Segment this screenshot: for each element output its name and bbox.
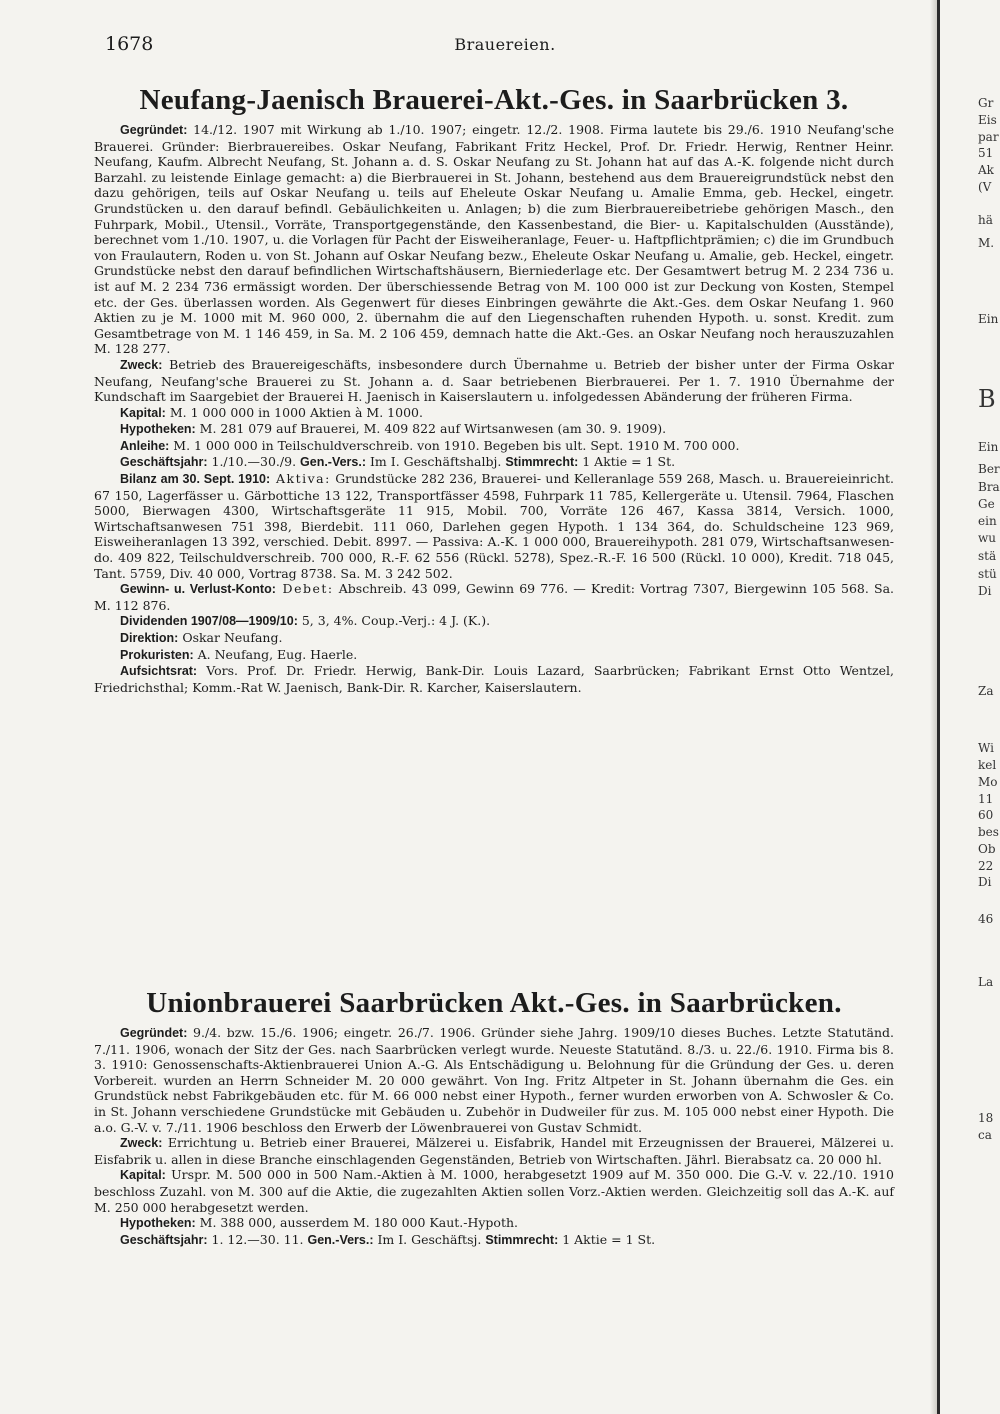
field-text: M. 1 000 000 in Teilschuldverschreib. von 1910. Begeben bis ult. Sept. 1910 M. 700 000. (169, 437, 740, 453)
fiscal-year-paragraph (94, 454, 894, 471)
field-text: Im I. Geschäftshalbj. (366, 454, 506, 470)
edge-fragment: Gr (978, 96, 994, 110)
field-text: 1. 12.—30. 11. (207, 1231, 308, 1247)
field-label: Anleihe: (120, 438, 170, 453)
field-text: Vors. Prof. Dr. Friedr. Herwig, Bank-Dir. Louis Lazard, Saarbrücken; Fabrikant Ernst Otto Wentzel, Friedrichsthal; Komm.-Rat W. Jaenisch, Bank-Dir. R. Karcher, Kaiserslautern. (94, 663, 894, 695)
field-text: Grundstücke 282 236, Brauerei- und Kelleranlage 559 268, Masch. u. Brauereieinricht. 67 150, Lagerfässer u. Gärbottiche 13 122, Transportfässer 4598, Fuhrpark 11 785, Kellergeräte u. Utensil. 7964, Flaschen 5000, Bierwagen 4300, Wirtschaftsgeräte 11 915, Mobil. 700, Vorräte 126 467, Kassa 3814, Versich. 1000, Wirtschaftsanwesen 751 398, Bierdebit. 111 060, Darlehen gegen Hypoth. 1 134 364, do. Schuldscheine 123 969, Eisweiheranlagen 13 392, verschied. Debit. 8997. — Passiva: A.-K. 1 000 000, Brauereihypoth. 281 079, Wirtschaftsanwesen- do. 409 822, Teilschuldverschreib. 700 000, R.-F. 62 556 (Rückl. 5278), Spez.-R.-F. 16 500 (Rückl. 10 000), Kredit. 718 045, Tant. 5759, Div. 40 000, Vortrag 8738. Sa. M. 3 242 502. (94, 471, 895, 581)
field-label: Gen.-Vers.: (307, 1232, 374, 1247)
field-text: 5, 3, 4%. Coup.-Verj.: 4 J. (K.). (297, 613, 491, 629)
field-label: Kapital: (120, 1168, 166, 1183)
field-sublabel: Aktiva: (270, 471, 331, 487)
edge-fragment: Ber (978, 462, 1000, 476)
field-label: Stimmrecht: (505, 455, 579, 470)
edge-fragment: 22 (978, 859, 994, 873)
field-text: Oskar Neufang. (178, 630, 283, 645)
founded-paragraph (94, 122, 894, 357)
page-fold-shadow (930, 0, 937, 1414)
page-number: 1678 (105, 33, 154, 55)
company-entry-neufang-jaenisch (94, 84, 894, 695)
edge-fragment: ein (978, 514, 997, 528)
field-label: Zweck: (120, 357, 163, 372)
field-label: Gegründet: (120, 123, 188, 137)
loan-paragraph (94, 438, 894, 455)
edge-fragment: Ak (978, 163, 994, 177)
edge-fragment: stü (978, 567, 997, 581)
edge-fragment: Mo (978, 775, 998, 789)
fiscal-year-paragraph (94, 1232, 894, 1249)
purpose-paragraph (94, 1135, 894, 1167)
profit-loss-paragraph (94, 581, 894, 613)
entry-title: Unionbrauerei Saarbrücken Akt.-Ges. in Saarbrücken. (146, 987, 842, 1019)
edge-fragment: Ob (978, 842, 996, 856)
edge-fragment: Di (978, 584, 992, 598)
field-text: A. Neufang, Eug. Haerle. (193, 646, 358, 662)
edge-fragment: par (978, 130, 999, 144)
edge-fragment: Wi (978, 741, 994, 755)
edge-fragment: La (978, 975, 994, 989)
field-label: Aufsichtsrat: (120, 664, 198, 679)
field-label: Prokuristen: (120, 647, 194, 662)
edge-fragment: wu (978, 531, 996, 545)
management-paragraph (94, 630, 894, 647)
field-label: Stimmrecht: (485, 1232, 559, 1247)
field-label: Gen.-Vers.: (300, 455, 367, 470)
edge-fragment: Di (978, 875, 992, 889)
field-text: Im I. Geschäftsj. (373, 1231, 486, 1247)
edge-fragment: Eis (978, 113, 997, 127)
edge-fragment: bes (978, 825, 999, 839)
field-label: Gegründet: (120, 1026, 188, 1040)
procurists-paragraph (94, 647, 894, 664)
field-label: Kapital: (120, 405, 166, 420)
field-text: 14./12. 1907 mit Wirkung ab 1./10. 1907; eingetr. 12./2. 1908. Firma lautete bis 29./6. 1910 Neufang'sche Brauerei. Gründer: Bierbrauereibes. Oskar Neufang, Fabrikant Fritz Heckel, Prof. Dr. Friedr. Herwig, Rentner Heinr. Neufang, Kaufm. Albrecht Neufang, St. Johann a. d. S. Oskar Neufang zu St. Johann hat auf das A.-K. folgende nicht durch Barzahl. zu leistende Einlage gemacht: a) die Bierbrauerei in St. Johann, bestehend aus dem Brauereigrundstück nebst den dazu gehörigen, teils auf Oskar Neufang u. teils auf Eheleute Oskar Neufang u. Amalie Emma, geb. Heckel, eingetr. Grundstücken u. den darauf befindl. Gebäulichkeiten u. Anlagen; b) die zum Bierbrauereibetriebe gehörigen Masch., den Fuhrpark, Mobil., Utensil., Vorräte, Transportgegenstände, den Kassenbestand, die Bier- u. Kapitalschulden (Ausstände), berechnet vom 1./10. 1907, u. die Vorlagen für Pacht der Eisweiheranlage, Feuer- u. Haftpflichtprämien; c) die im Grundbuch von Fraulautern, Roden u. von St. Johann auf Oskar Neufang bezw., Eheleute Oskar Neufang u. Amalie, geb. Heckel, eingetr. Grundstücke nebst den darauf befindlichen Wirtschaftshäusern, Bierniederlage etc. Der Gesamtwert betrug M. 2 234 736 u. ist auf M. 2 234 736 ermässigt worden. Der überschiessende Betrag von M. 100 000 ist zur Deckung von Kosten, Stempel etc. der Ges. überlassen worden. Als Gegenwert für dieses Einbringen gewährte die Akt.-Ges. dem Oskar Neufang 1. 960 Aktien zu je M. 1000 mit M. 960 000, 2. übernahm die auf den Liegenschaften ruhenden Hypoth. u. sonst. Kredit. zum Gesamtbetrage von M. 1 146 459, in Sa. M. 2 106 459, demnach hatte die Akt.-Ges. an Oskar Neufang noch herauszuzahlen M. 128 277. (94, 122, 894, 357)
field-text: Abschreib. 43 099, Gewinn 69 776. — Kredit: Vortrag 7307, Biergewinn 105 568. Sa. M. 112 876. (94, 581, 895, 613)
field-text: M. 388 000, ausserdem M. 180 000 Kaut.-Hypoth. (195, 1215, 518, 1231)
mortgages-paragraph (94, 1215, 894, 1232)
purpose-paragraph (94, 357, 894, 405)
dividends-paragraph (94, 613, 894, 630)
board-paragraph (94, 663, 894, 695)
field-text: M. 1 000 000 in 1000 Aktien à M. 1000. (165, 404, 423, 420)
field-text: Betrieb des Brauereigeschäfts, insbesondere durch Übernahme u. Betrieb der bisher unter der Firma Oskar Neufang, Neufang'sche Brauerei zu St. Johann a. d. Saar betriebenen Bierbrauerei. Per 1. 7. 1910 Übernahme der Kundschaft im Saargebiet der Brauerei H. Jaenisch in Kaiserslautern u. infolgedessen Abänderung der früheren Firma. (94, 356, 894, 405)
edge-fragment: M. (978, 236, 995, 250)
field-label: Geschäftsjahr: (120, 1232, 208, 1247)
edge-fragment: Za (978, 684, 994, 698)
mortgages-paragraph (94, 421, 894, 438)
edge-fragment: (V (978, 180, 992, 194)
capital-paragraph (94, 405, 894, 422)
edge-fragment: ca (978, 1128, 992, 1142)
edge-fragment: 60 (978, 808, 994, 822)
company-entry-unionbrauerei (94, 987, 894, 1248)
capital-paragraph (94, 1167, 894, 1215)
field-text: Errichtung u. Betrieb einer Brauerei, Mälzerei u. Eisfabrik, Handel mit Erzeugnissen der Brauerei, Mälzerei u. Eisfabrik u. allen in diese Branche einschlagenden Gegenständen, Betrieb von Wirtschaften. Jährl. Bierabsatz ca. 20 000 hl. (94, 1135, 894, 1167)
field-label: Hypotheken: (120, 422, 196, 437)
edge-fragment: 11 (978, 792, 994, 806)
field-label: Gewinn- u. Verlust-Konto: (120, 582, 276, 597)
edge-fragment: stä (978, 549, 997, 563)
field-text: Urspr. M. 500 000 in 500 Nam.-Aktien à M. 1000, herabgesetzt 1909 auf M. 350 000. Die G.-V. v. 22./10. 1910 beschloss Zuzahl. von M. 300 auf die Aktie, die zugezahlten Aktien sollen Vorz.-Aktien werden. Gleichzeitig soll das A.-K. auf M. 250 000 herabgesetzt werden. (94, 1167, 894, 1215)
edge-fragment: hä (978, 213, 993, 227)
field-text: 1./10.—30./9. (207, 454, 301, 470)
field-label: Zweck: (120, 1136, 163, 1151)
edge-fragment: Ein (978, 440, 999, 454)
field-text: M. 281 079 auf Brauerei, M. 409 822 auf Wirtsanwesen (am 30. 9. 1909). (195, 421, 667, 437)
field-text: 1 Aktie = 1 St. (578, 454, 676, 470)
edge-fragment: kel (978, 758, 997, 772)
edge-fragment: B (978, 385, 996, 413)
edge-fragment: 51 (978, 146, 994, 160)
field-label: Geschäftsjahr: (120, 455, 208, 470)
edge-fragment: 46 (978, 912, 994, 926)
edge-fragment: Bra (978, 480, 1000, 494)
founded-paragraph (94, 1025, 894, 1135)
running-title: Brauereien. (454, 35, 556, 54)
entry-title: Neufang-Jaenisch Brauerei-Akt.-Ges. in Saarbrücken 3. (139, 84, 849, 116)
field-label: Bilanz am 30. Sept. 1910: (120, 472, 271, 487)
edge-fragment: 18 (978, 1111, 994, 1125)
field-sublabel: Debet: (275, 581, 334, 597)
balance-paragraph (94, 471, 894, 581)
field-label: Direktion: (120, 631, 179, 645)
page-header (105, 33, 905, 59)
field-label: Hypotheken: (120, 1216, 196, 1231)
edge-fragment: Ge (978, 497, 995, 511)
field-label: Dividenden 1907/08—1909/10: (120, 614, 298, 629)
field-text: 9./4. bzw. 15./6. 1906; eingetr. 26./7. 1906. Gründer siehe Jahrg. 1909/10 dieses Buches. Letzte Statutänd. 7./11. 1906, wonach der Sitz der Ges. nach Saarbrücken verlegt wurde. Neueste Statutänd. 8./3. u. 22./6. 1910. Firma bis 8. 3. 1910: Genossenschafts-Aktienbrauerei Union A.-G. Als Entschädigung u. Belohnung für die Gründung der Ges. u. deren Vorbereit. wurden an Herrn Schneider M. 20 000 gewährt. Von Ing. Fritz Altpeter in St. Johann übernahm die Ges. ein Grundstück nebst Fabrikgebäuden etc. für M. 66 000 nebst einer Hypoth., ferner wurden erworben von A. Schwosler & Co. in St. Johann verschiedene Grundstücke mit Gebäuden u. Zubehör in Dudweiler für zus. M. 105 000 nebst einer Hypoth. Die a.o. G.-V. v. 7./11. 1906 beschloss den Erwerb der Löwenbrauerei von Gustav Schmidt. (94, 1025, 894, 1135)
edge-fragment: Ein (978, 312, 999, 326)
field-text: 1 Aktie = 1 St. (558, 1231, 656, 1247)
